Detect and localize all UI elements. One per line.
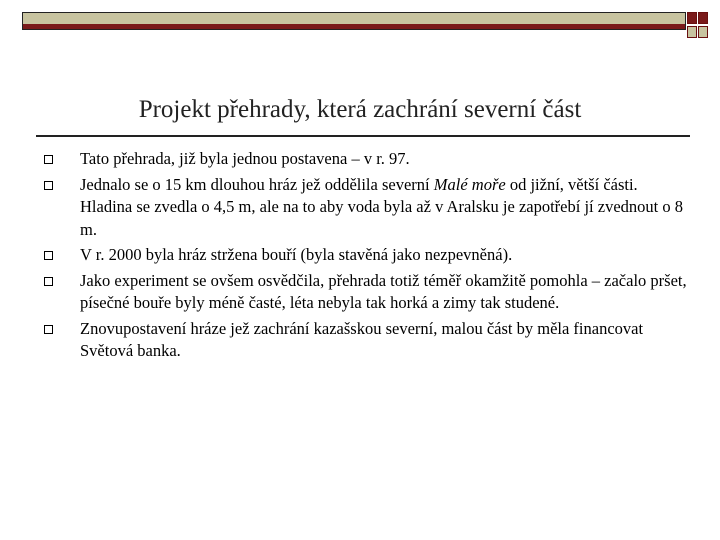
corner-square xyxy=(687,26,697,38)
slide-title: Projekt přehrady, která zachrání severní část xyxy=(138,96,582,123)
bullet-text: Jako experiment se ovšem osvědčila, přehrada totiž téměř okamžitě pomohla – začalo pršet, písečné bouře byly méně časté, léta nebyla tak horká a zimy tak studené. xyxy=(80,270,687,312)
square-bullet-icon xyxy=(44,251,53,260)
square-bullet-icon xyxy=(44,277,53,286)
bullet-item xyxy=(40,270,690,315)
bullet-text-italic: Malé moře xyxy=(433,174,506,194)
header-bar xyxy=(22,12,686,30)
title-divider xyxy=(36,135,690,137)
bullet-text: od jižní, větší části. Hladina se zvedla o 4,5 m, ale na to aby voda byla až v Aralsku je zapotřebí jí zvednout o 8 m. xyxy=(80,174,683,239)
corner-square xyxy=(698,12,708,24)
bullet-item xyxy=(40,174,690,242)
corner-square xyxy=(698,26,708,38)
bullet-item xyxy=(40,244,690,267)
bullet-text: V r. 2000 byla hráz stržena bouří (byla stavěná jako nezpevněná). xyxy=(80,245,513,264)
bullet-item xyxy=(40,318,690,363)
corner-decoration xyxy=(687,12,709,42)
square-bullet-icon xyxy=(44,325,53,334)
header-bar-stripe xyxy=(23,24,685,29)
square-bullet-icon xyxy=(44,155,53,164)
bullet-list xyxy=(40,148,690,366)
bullet-text: Znovupostavení hráze jež zachrání kazašskou severní, malou část by měla financovat Světová banka. xyxy=(80,318,644,360)
bullet-text: Jednalo se o 15 km dlouhou hráz jež oddělila severní xyxy=(80,174,434,194)
bullet-item xyxy=(40,148,690,171)
square-bullet-icon xyxy=(44,181,53,190)
bullet-text: Tato přehrada, již byla jednou postavena – v r. 97. xyxy=(80,149,410,168)
corner-square xyxy=(687,12,697,24)
